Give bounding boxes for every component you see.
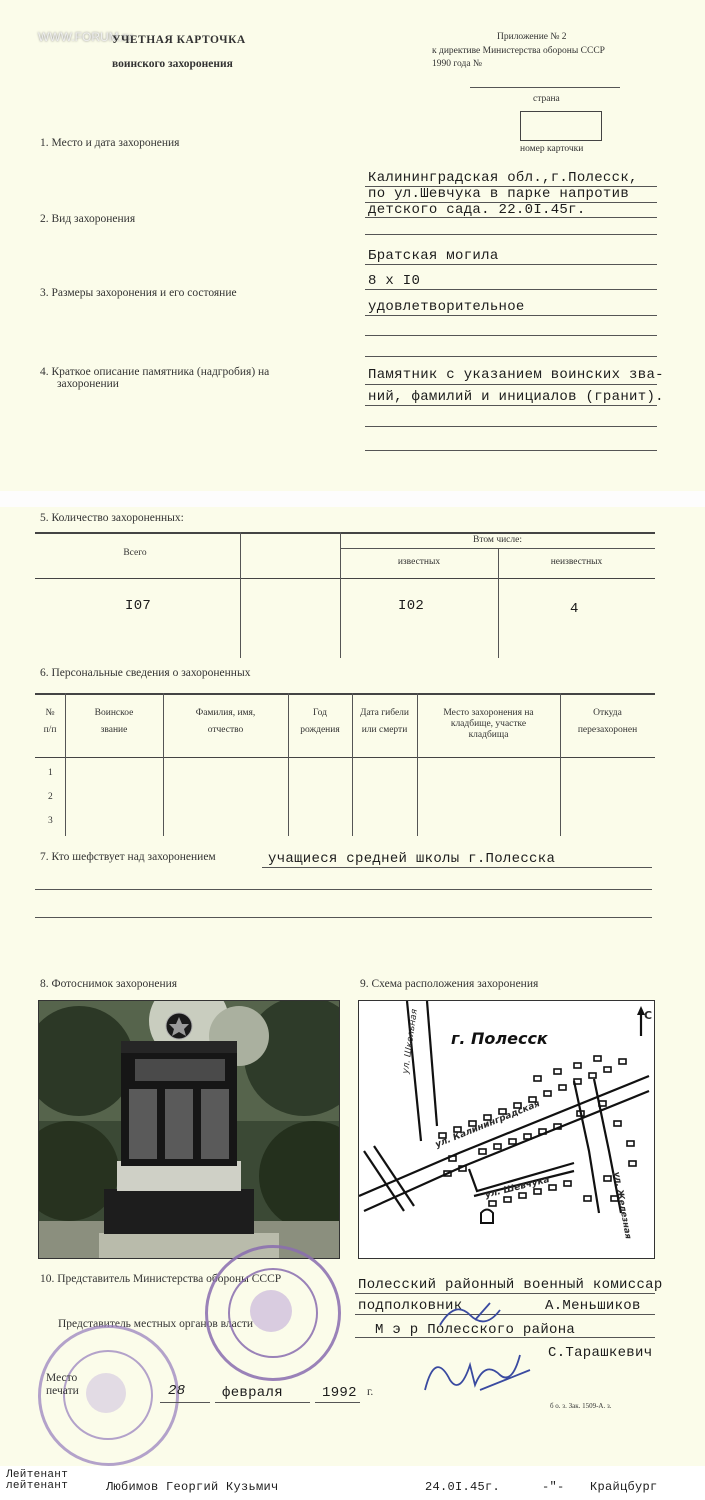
footer-ditto: -"- xyxy=(542,1480,565,1494)
date-month: февраля xyxy=(222,1385,283,1401)
map-street-shkolnaya: ул. Школьная xyxy=(401,1008,420,1075)
th-number: № п/п xyxy=(43,708,57,735)
card-number-box xyxy=(520,111,602,141)
footer-date: 24.0I.45г. xyxy=(425,1480,501,1494)
local-rep-label: Представитель местных органов власти xyxy=(58,1318,254,1330)
field-3-label: 3. Размеры захоронения и его состояние xyxy=(40,287,237,299)
field-1-label: 1. Место и дата захоронения xyxy=(40,137,180,149)
page-gap xyxy=(0,491,705,507)
patron-value: учащиеся средней школы г.Полесска xyxy=(268,851,556,867)
local-rep-value-1: М э р Полесского района xyxy=(375,1322,576,1338)
card-subtitle: воинского захоронения xyxy=(112,58,233,70)
ministry-rep-label: 10. Представитель Министерства обороны СССР xyxy=(40,1273,282,1285)
burial-location-map xyxy=(358,1000,655,1259)
field-1-value-1: Калининградская обл.,г.Полесск, xyxy=(368,170,638,186)
footer-place: Крайцбург xyxy=(590,1480,658,1494)
field-4-label-2: захоронении xyxy=(57,378,119,390)
seal-place-label-1: Место xyxy=(46,1372,78,1384)
map-street-zheleznaya: ул. Железная xyxy=(611,1171,633,1240)
date-day: 28 xyxy=(168,1383,186,1399)
field-3-value-1: 8 х I0 xyxy=(368,273,421,289)
count-col-unknown: неизвестных xyxy=(550,557,603,567)
seal-place-label-2: печати xyxy=(46,1385,79,1397)
field-1-value-3: детского сада. 22.0I.45г. xyxy=(368,202,586,218)
map-label: 9. Схема расположения захоронения xyxy=(360,978,539,990)
field-4-value-1: Памятник с указанием воинских зва- xyxy=(368,367,664,383)
count-table-label: 5. Количество захороненных: xyxy=(40,512,184,524)
appendix-number: Приложение № 2 xyxy=(497,32,567,42)
th-rank: Воинское звание xyxy=(94,708,134,735)
field-1-value-2: по ул.Шевчука в парке напротив xyxy=(368,186,630,202)
footer-rank-2: лейтенант xyxy=(6,1480,69,1492)
mayor-signature xyxy=(420,1340,540,1400)
country-label: страна xyxy=(533,94,560,104)
field-4-label-1: 4. Краткое описание памятника (надгробия) на xyxy=(40,366,270,378)
field-4-value-2: ний, фамилий и инициалов (гранит). xyxy=(368,389,664,405)
photo-label: 8. Фотоснимок захоронения xyxy=(40,978,178,990)
field-3-value-2: удовлетворительное xyxy=(368,299,525,315)
watermark: WWW.FORUM.ru xyxy=(38,30,133,44)
memorial-photo xyxy=(38,1000,340,1259)
card-title: УЧЕТНАЯ КАРТОЧКА xyxy=(112,34,246,46)
count-col-total: Всего xyxy=(123,548,147,558)
date-year: 1992 xyxy=(322,1385,357,1401)
north-arrow-label: С xyxy=(644,1009,653,1022)
field-2-value: Братская могила xyxy=(368,248,499,264)
commissar-signature xyxy=(430,1295,530,1335)
row-number-1: 1 xyxy=(48,768,53,778)
count-known-value: I02 xyxy=(398,598,425,614)
date-suffix: г. xyxy=(367,1386,374,1398)
personal-table-label: 6. Персональные сведения о захороненных xyxy=(40,667,251,679)
th-reburied-from: Откуда перезахоронен xyxy=(577,708,638,735)
count-col-including: Втом числе: xyxy=(473,535,522,545)
map-street-shevchuka: ул. Шевчука xyxy=(484,1174,551,1201)
footer-name: Любимов Георгий Кузьмич xyxy=(106,1480,279,1494)
map-city-label: г. Полесск xyxy=(451,1029,548,1048)
ministry-rep-name: А.Меньшиков xyxy=(545,1298,641,1314)
th-burial-place: Место захоронения на кладбище, участке кладбища xyxy=(443,708,534,740)
appendix-year: 1990 года № xyxy=(432,59,483,69)
count-col-known: известных xyxy=(397,557,441,567)
row-number-2: 2 xyxy=(48,792,53,802)
appendix-directive: к директиве Министерства обороны СССР xyxy=(432,46,605,56)
local-rep-name: С.Тарашкевич xyxy=(548,1345,653,1361)
ministry-rep-value-1: Полесский районный военный комиссар xyxy=(358,1277,663,1293)
row-number-3: 3 xyxy=(48,816,53,826)
field-2-label: 2. Вид захоронения xyxy=(40,213,136,225)
patron-label: 7. Кто шефствует над захоронением xyxy=(40,851,216,863)
footer-rank-1: Лейтенант xyxy=(6,1469,69,1481)
military-commissariat-stamp xyxy=(205,1245,341,1381)
map-street-kaliningradskaya: ул. Калининградская xyxy=(434,1099,542,1151)
print-note: б о. з. Зак. 1509-А. з. xyxy=(550,1402,612,1410)
ministry-rep-rank: подполковник xyxy=(358,1298,463,1314)
th-full-name: Фамилия, имя, отчество xyxy=(195,708,256,735)
card-number-label: номер карточки xyxy=(520,144,584,154)
count-unknown-value: 4 xyxy=(570,601,579,617)
th-birth-year: Год рождения xyxy=(300,708,340,735)
th-death-date: Дата гибели или смерти xyxy=(359,708,410,735)
count-total-value: I07 xyxy=(125,598,152,614)
